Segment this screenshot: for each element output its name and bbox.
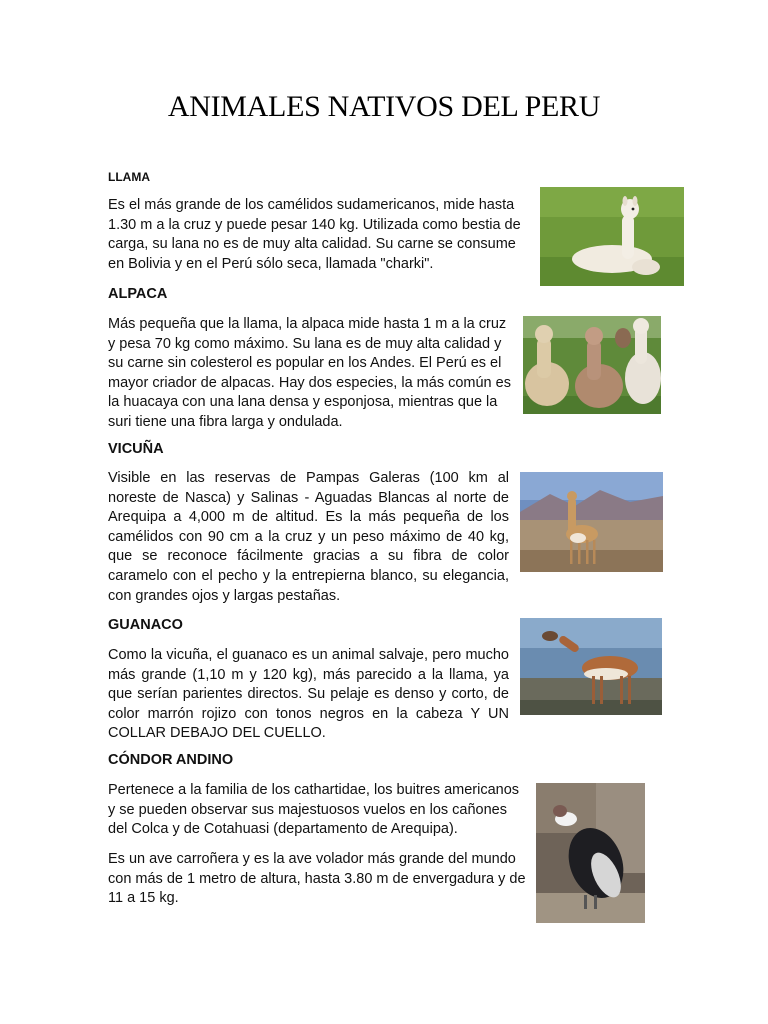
alpaca-photo <box>523 316 661 414</box>
guanaco-photo <box>520 618 662 715</box>
guanaco-paragraph: Como la vicuña, el guanaco es un animal salvaje, pero mucho más grande (1,10 m y 120 kg), más parecido a la llama, ya que serían parientes directos. Su pelaje es denso y corto, de color marrón rojizo con tonos negros en la cabeza Y UN COLLAR DEBAJO DEL CUELLO. <box>108 647 509 742</box>
condor-paragraph-2: Es un ave carroñera y es la ave volador más grande del mundo con más de 1 metro de altura, hasta 3.80 m de envergadura y de 11 a 15 kg. <box>108 851 526 907</box>
llama-heading: LLAMA <box>108 170 150 184</box>
llama-photo <box>540 187 684 286</box>
vicuna-heading: VICUÑA <box>108 441 164 457</box>
condor-heading: CÓNDOR ANDINO <box>108 752 234 768</box>
vicuna-paragraph: Visible en las reservas de Pampas Galeras (100 km al noreste de Nasca) y Salinas - Aguadas Blancas al norte de Arequipa a 4,000 m de altitud. Es la más pequeña de los camélidos con 90 cm a la cruz y un peso máximo de 40 kg, que se reconoce fácilmente gracias a su fibra de color caramelo con el pecho y la entrepierna blanco, su elegancia, con grandes ojos y largas pestañas. <box>108 470 509 604</box>
alpaca-paragraph: Más pequeña que la llama, la alpaca mide hasta 1 m a la cruz y pesa 70 kg como máximo. Su lana es de muy alta calidad y su carne sin colesterol es popular en los Andes. El Perú es el mayor criador de alpacas. Hay dos especies, la más común es la huacaya con una lana densa y esponjosa, mientras que la suri tiene una fibra larga y ondulada. <box>108 316 511 430</box>
alpaca-heading: ALPACA <box>108 286 168 302</box>
guanaco-heading: GUANACO <box>108 617 183 633</box>
page-title: ANIMALES NATIVOS DEL PERU <box>167 90 601 123</box>
condor-photo <box>536 783 645 923</box>
llama-paragraph: Es el más grande de los camélidos sudamericanos, mide hasta 1.30 m a la cruz y puede pesar 140 kg. Utilizada como bestia de carga, su lana no es de muy alta calidad. Su carne se consume en Bolivia y en el Perú sólo seca, llamada "charki". <box>108 197 521 272</box>
condor-paragraph-1: Pertenece a la familia de los cathartidae, los buitres americanos y se pueden observar sus majestuosos vuelos en los cañones del Colca y de Cotahuasi (departamento de Arequipa). <box>108 782 520 838</box>
vicuna-photo <box>520 472 663 572</box>
